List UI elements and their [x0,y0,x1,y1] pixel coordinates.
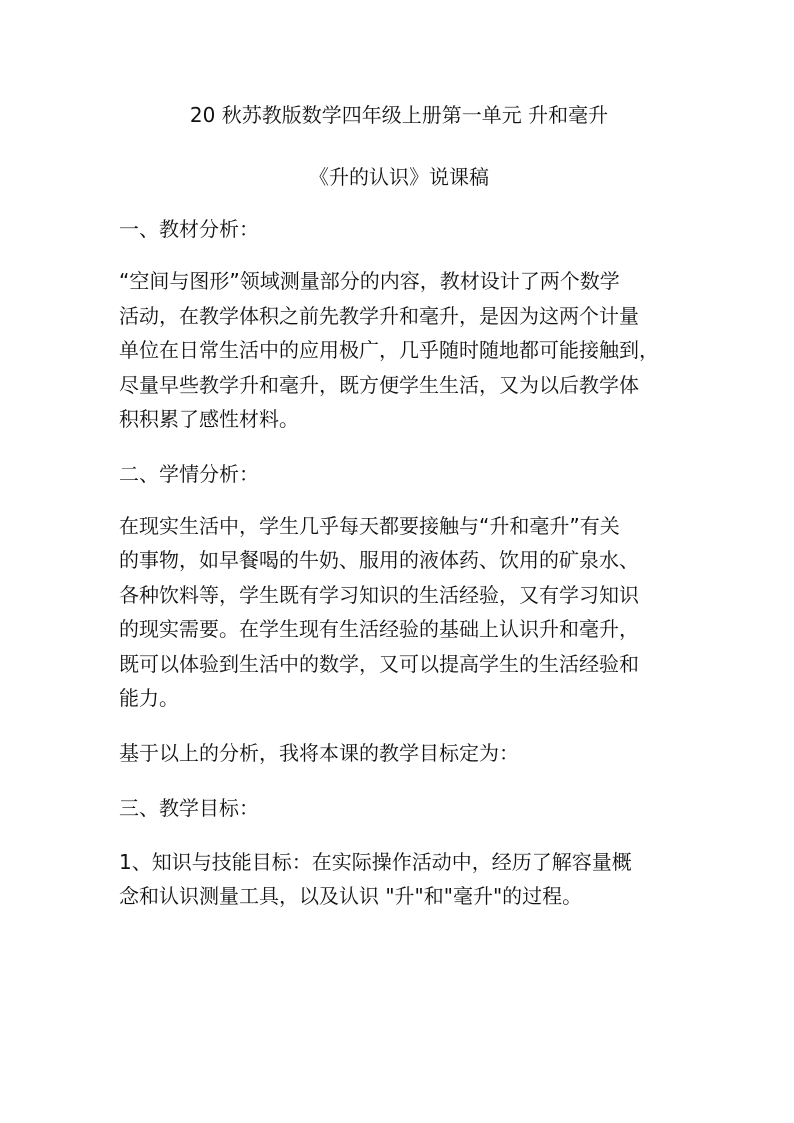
paragraph-line: 1、知识与技能目标：在实际操作活动中，经历了解容量概 [119,849,632,874]
transition-sentence: 基于以上的分析，我将本课的教学目标定为： [119,740,519,765]
document-title: 20 秋苏教版数学四年级上册第一单元 升和毫升 [189,103,609,127]
paragraph-line: 的现实需要。在学生现有生活经验的基础上认识升和毫升， [119,617,639,641]
paragraph-line: 能力。 [119,686,179,710]
document-body [119,100,679,914]
paragraph-line: “空间与图形”领域测量部分的内容，教材设计了两个数学 [119,269,620,293]
section-heading-student-analysis: 二、学情分析： [119,461,259,486]
section-heading-textbook-analysis: 一、教材分析： [119,217,259,241]
paragraph-line: 念和认识测量工具，以及认识 "升"和"毫升"的过程。 [119,884,583,908]
paragraph-teaching-goal-1 [119,845,679,914]
paragraph-line: 单位在日常生活中的应用极广，几乎随时随地都可能接触到， [119,338,659,362]
paragraph-line: 积积累了感性材料。 [119,407,299,431]
paragraph-line: 各种饮料等，学生既有学习知识的生活经验，又有学习知识 [119,582,639,607]
paragraph-line: 尽量早些教学升和毫升，既方便学生生活，又为以后教学体 [119,372,639,397]
paragraph-line: 在现实生活中，学生几乎每天都要接触与“升和毫升”有关 [119,513,620,538]
paragraph-line: 既可以体验到生活中的数学，又可以提高学生的生活经验和 [119,651,639,676]
paragraph-line: 的事物，如早餐喝的牛奶、服用的液体药、饮用的矿泉水、 [119,548,639,572]
paragraph-textbook-analysis [119,264,679,437]
document-subtitle: 《升的认识》说课稿 [309,165,489,189]
paragraph-student-analysis [119,509,679,716]
section-heading-teaching-goals: 三、教学目标： [119,795,259,820]
paragraph-line: 活动，在教学体积之前先教学升和毫升，是因为这两个计量 [119,303,639,328]
